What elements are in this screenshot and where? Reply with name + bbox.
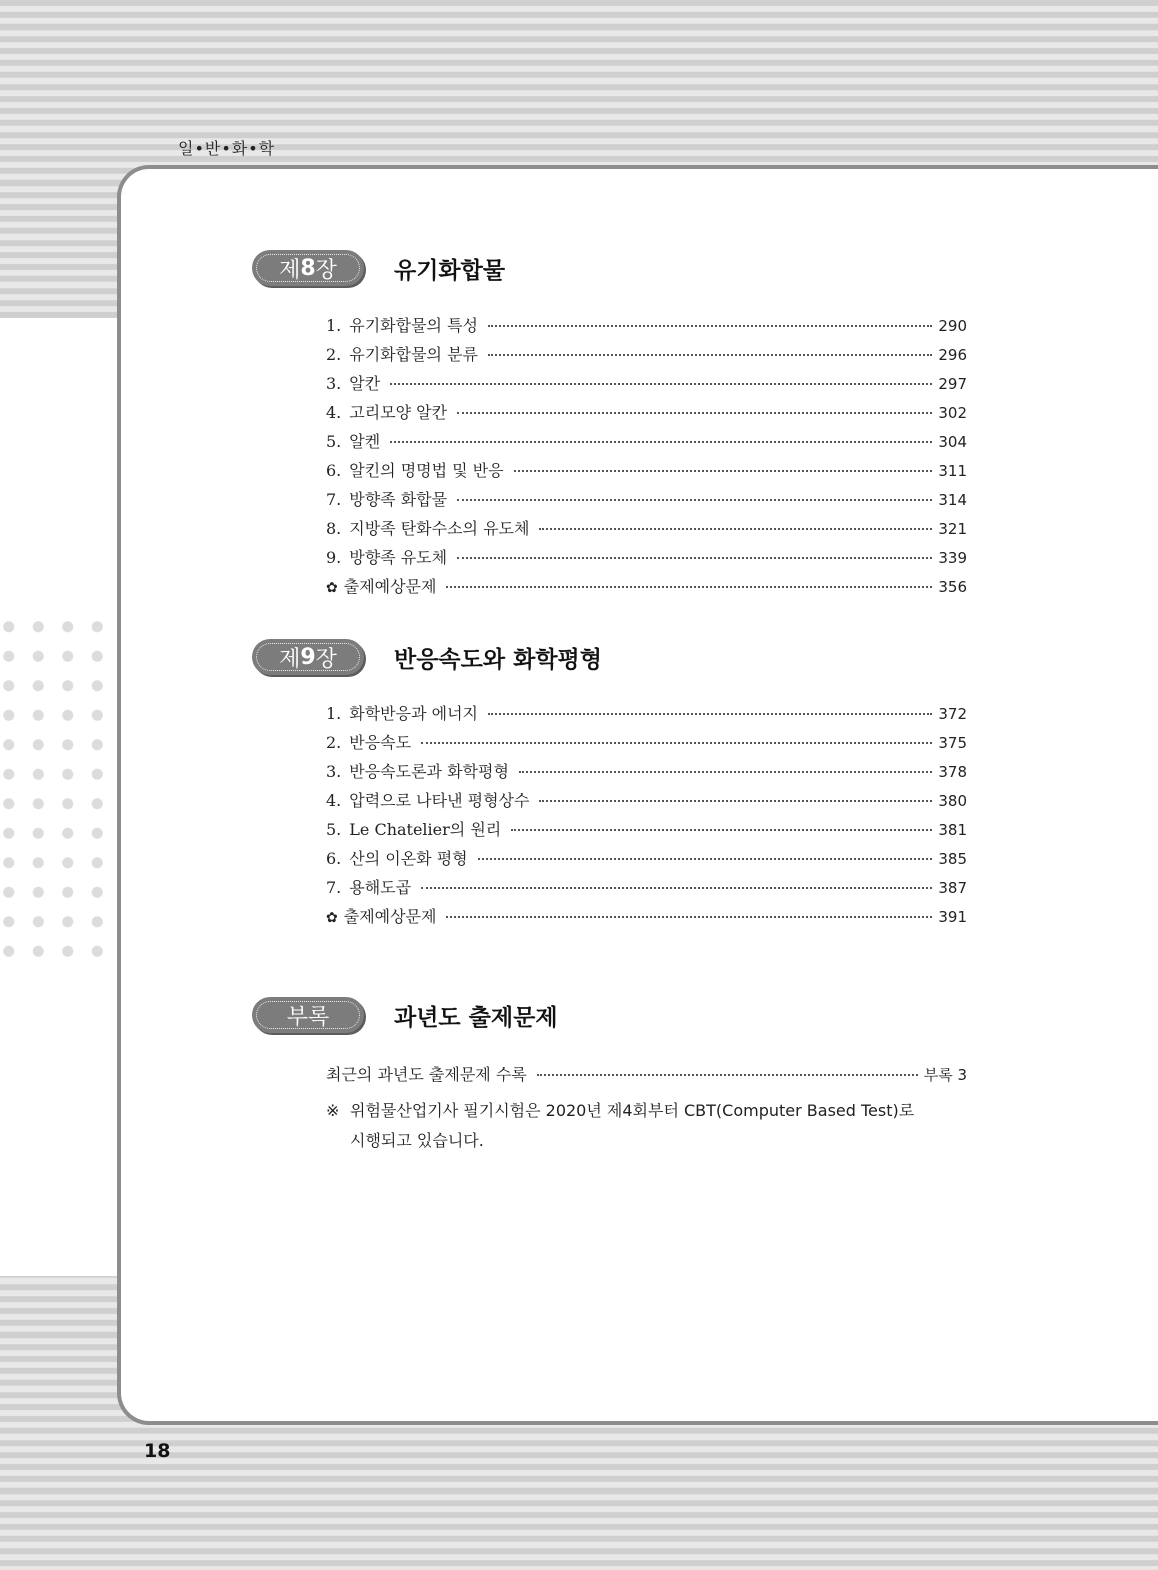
entry-number: 4. (326, 403, 342, 422)
chapter-title: 유기화합물 (394, 257, 506, 284)
chapter-8-toc (326, 313, 967, 603)
entry-title: 유기화합물의 특성 (349, 316, 478, 335)
entry-page: 391 (938, 908, 967, 926)
entry-title: 반응속도 (349, 733, 412, 752)
entry-page: 302 (938, 404, 967, 422)
badge-label: 부록 (286, 1004, 330, 1030)
dot-leader (488, 325, 932, 327)
entry-title: 출제예상문제 (343, 907, 437, 926)
entry-number: 2. (326, 345, 342, 364)
entry-number: 8. (326, 519, 342, 538)
entry-number: 6. (326, 849, 342, 868)
badge-number: 8 (300, 255, 316, 281)
entry-page: 311 (938, 462, 967, 480)
entry-page: 375 (938, 734, 967, 752)
entry-title: 반응속도론과 화학평형 (349, 762, 509, 781)
toc-entry[interactable] (326, 701, 967, 730)
badge-suffix: 장 (315, 646, 337, 672)
entry-number: 1. (326, 316, 342, 335)
entry-title: 산의 이온화 평형 (349, 849, 468, 868)
dot-leader (478, 858, 933, 860)
entry-number: 3. (326, 762, 342, 781)
entry-page: 321 (938, 520, 967, 538)
dot-leader (537, 1074, 918, 1076)
entry-page: 304 (938, 433, 967, 451)
dot-leader (446, 916, 932, 918)
toc-entry-exercises[interactable] (326, 904, 967, 933)
chapter-badge (252, 250, 364, 286)
entry-page: 387 (938, 879, 967, 897)
entry-number: 6. (326, 461, 342, 480)
dot-leader (511, 829, 932, 831)
chapter-9-toc (326, 701, 967, 933)
entry-number: 7. (326, 490, 342, 509)
toc-entry[interactable] (326, 516, 967, 545)
entry-number: 1. (326, 704, 342, 723)
chapter-badge (252, 639, 364, 675)
dot-leader (446, 586, 932, 588)
entry-page: 356 (938, 578, 967, 596)
badge-suffix: 장 (315, 257, 337, 283)
entry-title: 알킨의 명명법 및 반응 (349, 461, 504, 480)
entry-title: 압력으로 나타낸 평형상수 (349, 791, 530, 810)
toc-entry[interactable] (326, 487, 967, 516)
toc-entry[interactable] (326, 1062, 967, 1091)
toc-entry[interactable] (326, 759, 967, 788)
toc-entry[interactable] (326, 545, 967, 574)
entry-page: 385 (938, 850, 967, 868)
entry-title: 고리모양 알칸 (349, 403, 448, 422)
entry-title: 방향족 화합물 (349, 490, 448, 509)
appendix-toc (326, 1062, 967, 1091)
toc-entry-exercises[interactable] (326, 574, 967, 603)
entry-page: 381 (938, 821, 967, 839)
entry-title: 최근의 과년도 출제문제 수록 (326, 1065, 527, 1084)
toc-entry[interactable] (326, 342, 967, 371)
entry-page: 296 (938, 346, 967, 364)
dot-leader (514, 470, 933, 472)
badge-prefix: 제 (279, 646, 301, 672)
entry-title: 용해도곱 (349, 878, 412, 897)
toc-entry[interactable] (326, 458, 967, 487)
entry-page: 378 (938, 763, 967, 781)
entry-title: 알칸 (349, 374, 381, 393)
cbt-notice (326, 1096, 986, 1156)
notice-line-1: 위험물산업기사 필기시험은 2020년 제4회부터 CBT(Computer Based Test)로 (350, 1101, 915, 1120)
flower-icon: ✿ (326, 580, 338, 596)
dot-leader (457, 499, 932, 501)
toc-entry[interactable] (326, 730, 967, 759)
entry-title: 화학반응과 에너지 (349, 704, 478, 723)
entry-number: 9. (326, 548, 342, 567)
chapter-8-heading (252, 250, 505, 286)
dot-leader (457, 412, 932, 414)
badge-number: 9 (300, 644, 316, 670)
reference-mark: ※ (326, 1101, 340, 1120)
entry-title: 유기화합물의 분류 (349, 345, 478, 364)
entry-number: 7. (326, 878, 342, 897)
dot-leader (390, 441, 932, 443)
dot-leader (421, 887, 932, 889)
dot-leader (519, 771, 932, 773)
dot-leader (488, 713, 932, 715)
dot-leader (457, 557, 932, 559)
entry-number: 3. (326, 374, 342, 393)
toc-entry[interactable] (326, 429, 967, 458)
running-header: 일•반•화•학 (178, 139, 276, 158)
toc-entry[interactable] (326, 846, 967, 875)
entry-page: 290 (938, 317, 967, 335)
toc-entry[interactable] (326, 875, 967, 904)
dot-leader (539, 528, 932, 530)
entry-number: 4. (326, 791, 342, 810)
decorative-dot-grid (0, 612, 116, 960)
toc-entry[interactable] (326, 400, 967, 429)
entry-title: Le Chatelier의 원리 (349, 820, 502, 839)
entry-title: 출제예상문제 (343, 577, 437, 596)
appendix-title: 과년도 출제문제 (394, 1004, 558, 1031)
dot-leader (390, 383, 932, 385)
entry-number: 2. (326, 733, 342, 752)
dot-leader (488, 354, 932, 356)
entry-page: 372 (938, 705, 967, 723)
badge-prefix: 제 (279, 257, 301, 283)
notice-line-2: 시행되고 있습니다. (350, 1131, 484, 1150)
flower-icon: ✿ (326, 910, 338, 926)
dot-leader (539, 800, 932, 802)
appendix-heading (252, 997, 558, 1033)
appendix-badge (252, 997, 364, 1033)
toc-entry[interactable] (326, 788, 967, 817)
chapter-9-heading (252, 639, 602, 675)
toc-entry[interactable] (326, 817, 967, 846)
entry-page: 부록 3 (923, 1066, 967, 1084)
page-number: 18 (144, 1440, 171, 1462)
toc-entry[interactable] (326, 313, 967, 342)
entry-title: 지방족 탄화수소의 유도체 (349, 519, 530, 538)
entry-page: 314 (938, 491, 967, 509)
entry-title: 방향족 유도체 (349, 548, 448, 567)
entry-page: 339 (938, 549, 967, 567)
entry-number: 5. (326, 820, 342, 839)
entry-title: 알켄 (349, 432, 381, 451)
chapter-title: 반응속도와 화학평형 (394, 646, 602, 673)
toc-entry[interactable] (326, 371, 967, 400)
entry-page: 380 (938, 792, 967, 810)
entry-page: 297 (938, 375, 967, 393)
entry-number: 5. (326, 432, 342, 451)
dot-leader (421, 742, 932, 744)
